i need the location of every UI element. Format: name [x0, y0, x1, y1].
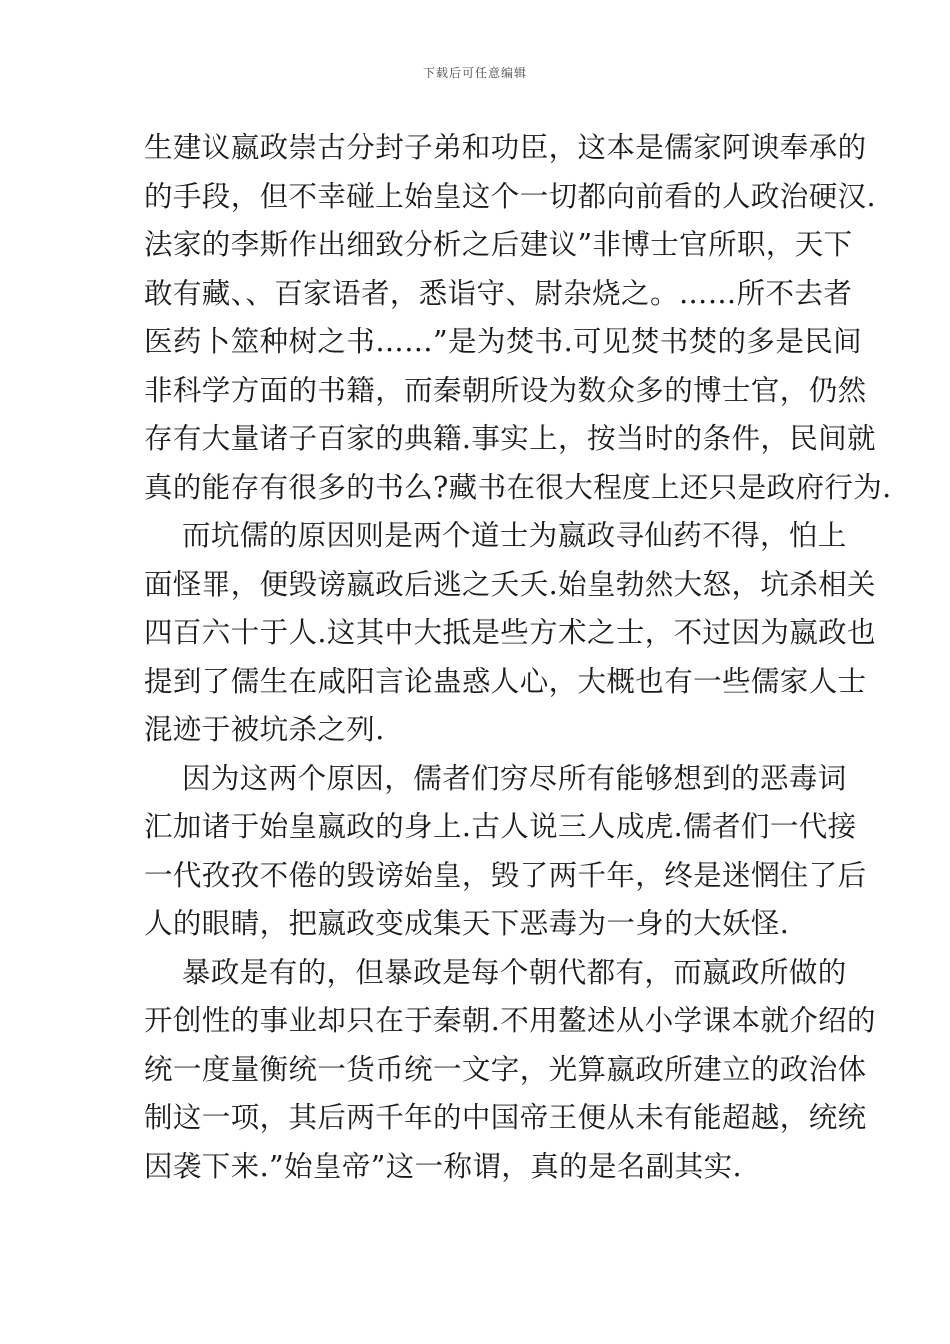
paragraph-1: [144, 124, 892, 512]
paragraph-2: [144, 512, 876, 755]
paragraph-4: [144, 949, 876, 1192]
text-line: 混迹于被坑杀之列.: [144, 713, 385, 746]
text-line: 因为这两个原因，儒者们穷尽所有能够想到的恶毒词: [182, 761, 847, 795]
text-line: 开创性的事业却只在于秦朝.不用鳌述从小学课本就介绍的: [144, 1004, 876, 1037]
text-line: 因袭下来.”始皇帝”这一称谓，真的是名副其实.: [144, 1149, 742, 1183]
text-line: 四百六十于人.这其中大抵是些方术之士，不过因为嬴政也: [144, 616, 876, 649]
text-line: 存有大量诸子百家的典籍.事实上，按当时的条件，民间就: [144, 422, 876, 455]
text-line: 生建议嬴政崇古分封子弟和功臣，这本是儒家阿谀奉承的: [144, 131, 867, 164]
text-line: 的手段，但不幸碰上始皇这个一切都向前看的人政治硬汉.: [144, 179, 876, 213]
page-header: 下载后可任意编辑: [422, 66, 527, 80]
text-line: 一代孜孜不倦的毁谤始皇，毁了两千年，终是迷惘住了后: [144, 858, 867, 892]
text-line: 面怪罪，便毁谤嬴政后逃之夭夭.始皇勃然大怒，坑杀相关: [144, 567, 876, 601]
text-line: 敢有藏、、百家语者，悉诣守、尉杂烧之。……所不去者: [144, 276, 853, 310]
text-line: 暴政是有的，但暴政是每个朝代都有，而嬴政所做的: [182, 955, 847, 989]
text-line: 非科学方面的书籍，而秦朝所设为数众多的博士官，仍然: [144, 373, 867, 407]
text-line: 医药卜筮种树之书……”是为焚书.可见焚书焚的多是民间: [144, 325, 863, 358]
text-line: 制这一项，其后两千年的中国帝王便从未有能超越，统统: [144, 1101, 867, 1134]
text-line: 提到了儒生在咸阳言论蛊惑人心，大概也有一些儒家人士: [144, 664, 867, 698]
document-body: [144, 124, 892, 1191]
text-line: 人的眼睛，把嬴政变成集天下恶毒为一身的大妖怪.: [144, 907, 790, 940]
text-line: 统一度量衡统一货币统一文字，光算嬴政所建立的政治体: [144, 1052, 867, 1086]
text-line: 法家的李斯作出细致分析之后建议”非博士官所职，天下: [144, 228, 853, 261]
text-line: 汇加诸于始皇嬴政的身上.古人说三人成虎.儒者们一代接: [144, 810, 857, 843]
paragraph-3: [144, 755, 867, 949]
text-line: 而坑儒的原因则是两个道士为嬴政寻仙药不得，怕上: [182, 519, 847, 552]
text-line: 真的能存有很多的书么?藏书在很大程度上还只是政府行为.: [144, 470, 892, 504]
